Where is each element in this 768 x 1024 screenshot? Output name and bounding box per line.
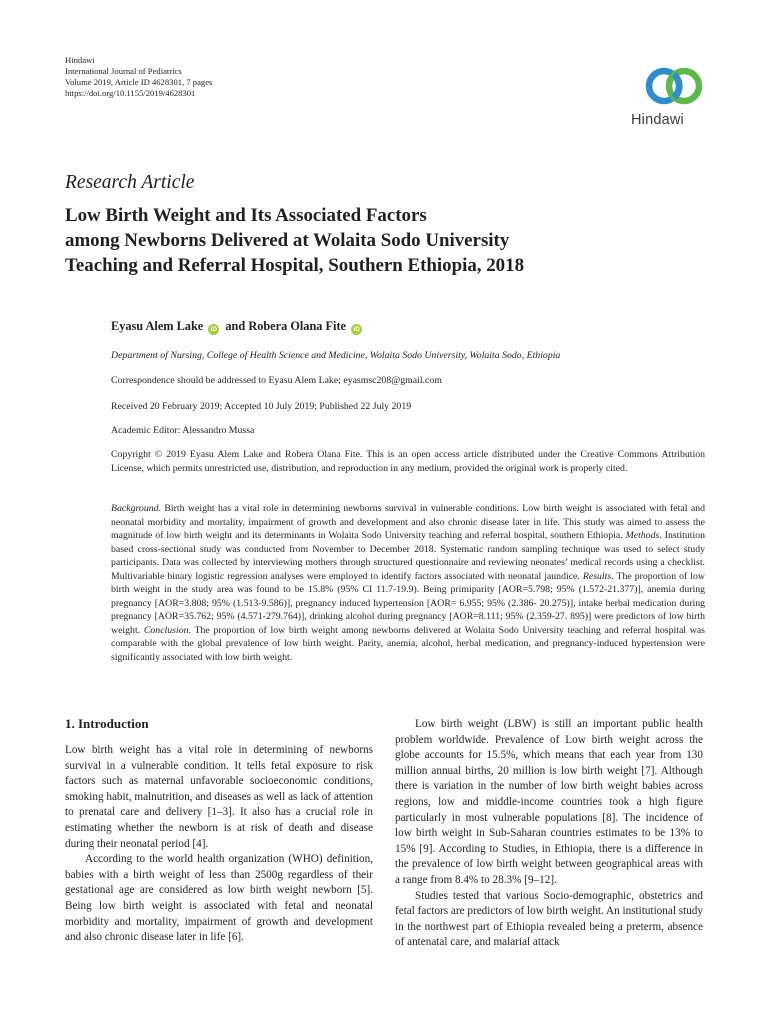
- title-line: Low Birth Weight and Its Associated Factors: [65, 205, 427, 226]
- abstract: [111, 502, 705, 664]
- orcid-icon[interactable]: iD: [351, 324, 362, 335]
- abstract-results-label: Results: [582, 570, 612, 582]
- body-column-left: [65, 743, 373, 946]
- author-name[interactable]: Robera Olana Fite: [248, 319, 346, 333]
- abstract-background-text: . Birth weight has a vital role in determining newborns survival in vulnerable conditions. Low birth weight is associated with fetal and neonatal morbidity and mortality, impairment of growth and development and also chronic disease later in life. This study was aimed to assess the magnitude of low birth weight and its determinants in Wolaita Sodo University teaching and referral hospital, southern Ethiopia.: [111, 503, 705, 541]
- abstract-conclusion-text: . The proportion of low birth weight among newborns delivered at Wolaita Sodo University teaching and referral hospital was comparable with the global prevalence of low birth weight. Parity, anemia, alcohol, herbal medication, and pregnancy-induced hypertension were significantly associated with low birth weight.: [111, 624, 705, 663]
- abstract-results-text: . The proportion of low birth weight in the study area was found to be 15.8% (95% CI 11.7-19.9). Being primiparity [AOR=5.798; 95% (1.572-21.377)], anemia during pregnancy [AOR=3.808; 95% (1.513-9.586)], pregnancy induced hypertension [AOR= 6.955; 95% (2.386- 20.275)], intake herbal medication during pregnancy [AOR=35.762; 95% (4.571-279.764)], drinking alcohol during pregnancy [AOR=8.111; 95% (2.359-27. 895)] were predictors of low birth weight.: [111, 570, 705, 636]
- abstract-methods-text: . Institution based cross-sectional study was conducted from November to December 2018. Systematic random sampling technique was used to select study participants. Data was collected by interviewing mothers through structured questionnaire and reviewing neonates’ medical records using a checklist. Multivariable binary logistic regression analyses were employed to identify factors associated with neonatal jaundice.: [111, 530, 705, 582]
- author-list: [111, 319, 365, 335]
- publisher-name: Hindawi: [65, 55, 95, 65]
- journal-name: International Journal of Pediatrics: [65, 66, 182, 76]
- abstract-conclusion-label: Conclusion: [143, 624, 189, 636]
- body-paragraph: According to the world health organization (WHO) definition, babies with a birth weight of less than 2500g regardless of their gestational age are considered as low birth weight newborn [5]. Being low birth weight is associated with fetal and neonatal morbidity and mortality, impairment of growth and development and also chronic disease later in life [6].: [65, 853, 373, 944]
- title-line: Teaching and Referral Hospital, Southern Ethiopia, 2018: [65, 255, 525, 276]
- title-line: among Newborns Delivered at Wolaita Sodo University: [65, 230, 510, 251]
- publication-dates: Received 20 February 2019; Accepted 10 July 2019; Published 22 July 2019: [111, 401, 412, 412]
- author-conjunction: and: [225, 319, 246, 333]
- orcid-icon[interactable]: iD: [208, 324, 219, 335]
- copyright-notice: Copyright © 2019 Eyasu Alem Lake and Robera Olana Fite. This is an open access article distributed under the Creative Commons Attribution License, which permits unrestricted use, distribution, and reproduction in any medium, provided the original work is properly cited.: [111, 449, 705, 474]
- section-heading: 1. Introduction: [65, 716, 149, 731]
- doi-link[interactable]: https://doi.org/10.1155/2019/4628301: [65, 88, 196, 98]
- body-paragraph: Low birth weight has a vital role in determining of newborns survival in a vulnerable condition. It tells fetal exposure to risk factors such as maternal unfavorable socioeconomic conditions, smoking habit, malnutrition, and diseases as well as lack of attention to prenatal care and delivery [1–3]. It also has a crucial role in estimating whether the newborn is at risk of death and disease during their neonatal period [4].: [65, 744, 373, 850]
- abstract-methods-label: Methods: [625, 530, 660, 541]
- journal-masthead: [65, 55, 212, 99]
- hindawi-logo-text: Hindawi: [631, 112, 684, 128]
- article-type: Research Article: [65, 172, 195, 193]
- body-column-right: [395, 717, 703, 951]
- body-paragraph: Studies tested that various Socio-demographic, obstetrics and fetal factors are predictors of low birth weight. An institutional study in the northwest part of Ethiopia revealed being a preterm, absence of antenatal care, and malarial attack: [395, 889, 703, 949]
- correspondence: Correspondence should be addressed to Eyasu Alem Lake; eyasmsc208@gmail.com: [111, 375, 442, 386]
- article-title: [65, 203, 705, 278]
- abstract-background-label: Background: [111, 503, 159, 514]
- author-name[interactable]: Eyasu Alem Lake: [111, 319, 204, 333]
- academic-editor: Academic Editor: Alessandro Mussa: [111, 425, 255, 436]
- affiliation: Department of Nursing, College of Health Science and Medicine, Wolaita Sodo University, Wolaita Sodo, Ethiopia: [111, 350, 561, 361]
- volume-info: Volume 2019, Article ID 4628301, 7 pages: [65, 77, 213, 87]
- body-paragraph: Low birth weight (LBW) is still an important public health problem worldwide. Prevalence of Low birth weight across the globe accounts for 15.5%, which means that each year from 130 million annual births, 20 million is low birth weight [7]. Although there is variation in the number of low birth weight babies across regions, low and middle-income countries took a high figure particularly in most vulnerable populations [8]. The incidence of low birth weight in Sub-Saharan countries estimates to be 13% to 15% [9]. According to Studies, in Ethiopia, there is a difference in the prevalence of low birth weight between geographical areas with a range from 8.4% to 28.3% [9–12].: [395, 718, 703, 886]
